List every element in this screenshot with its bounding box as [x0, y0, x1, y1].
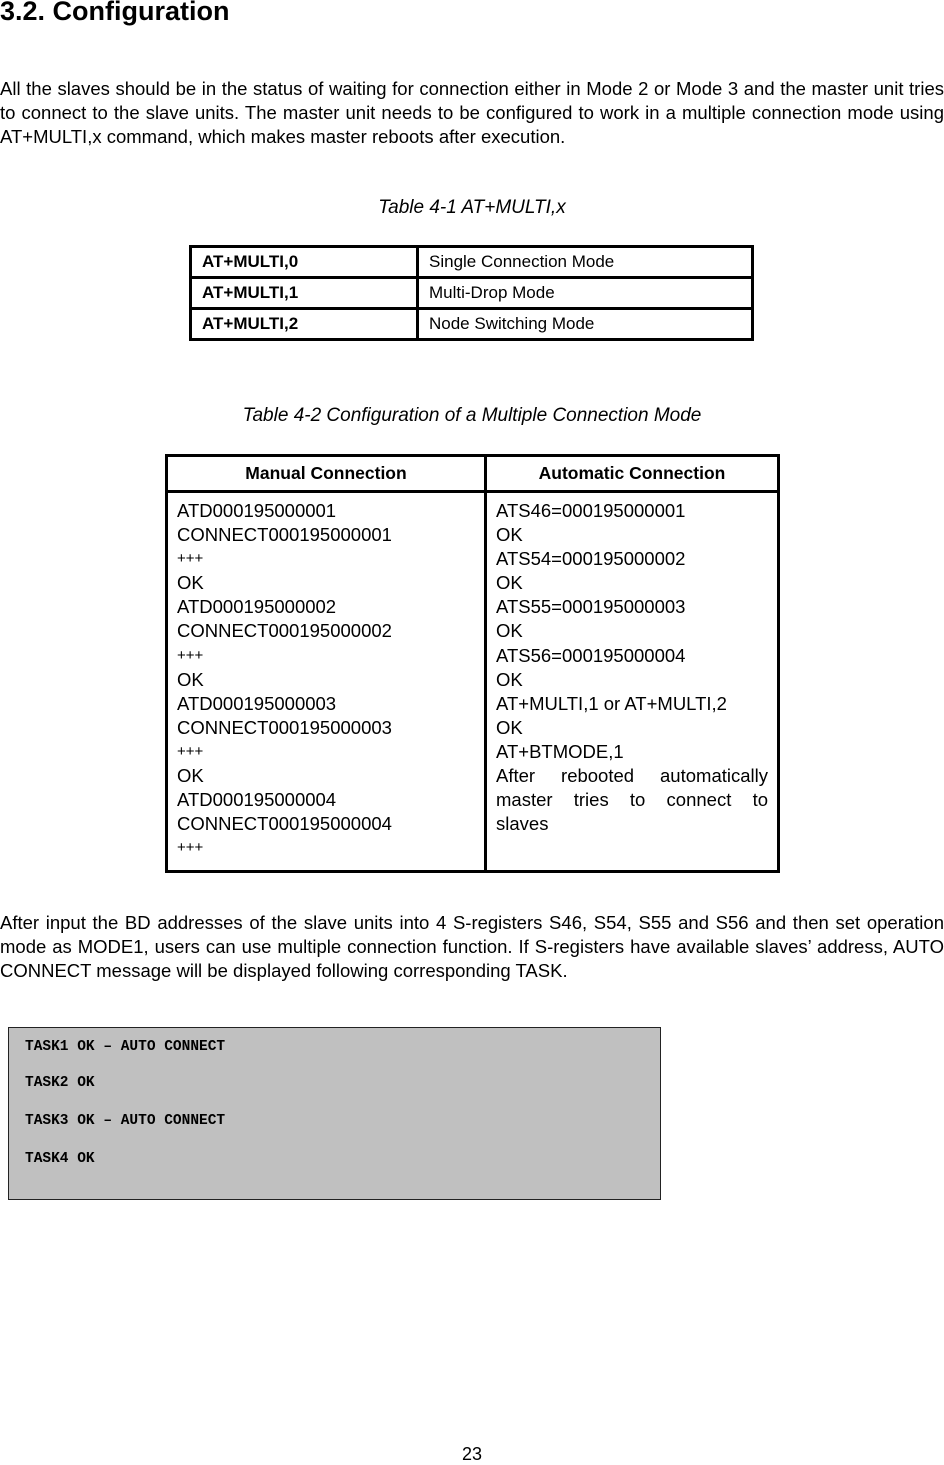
table-row: [191, 278, 753, 309]
table-row: [191, 247, 753, 278]
automatic-note-line: After rebooted automatically: [496, 765, 768, 787]
section-heading: 3.2. Configuration: [0, 0, 230, 26]
console-output: [8, 1027, 661, 1200]
multi-command-table: [189, 245, 754, 341]
manual-line: ATD000195000002: [177, 596, 337, 618]
manual-line: OK: [177, 572, 204, 594]
auto-connect-paragraph: After input the BD addresses of the slave units into 4 S-registers S46, S54, S55 and S56 and then set operation mode as MODE1, users can use multiple connection function. If S-registers have available slaves’ address, AUTO CONNECT message will be displayed following corresponding TASK.: [0, 912, 944, 981]
manual-line: ATD000195000001: [177, 500, 337, 521]
manual-line: +++: [177, 742, 204, 760]
manual-line: ATD000195000003: [177, 692, 337, 714]
automatic-note-line: slaves: [496, 813, 549, 835]
description-cell: Node Switching Mode: [418, 309, 753, 340]
console-line: TASK2 OK: [25, 1075, 95, 1091]
automatic-note-line: master tries to connect to: [496, 789, 768, 811]
automatic-line: OK: [496, 620, 523, 642]
automatic-line: AT+MULTI,1 or AT+MULTI,2: [496, 692, 727, 714]
automatic-line: ATS46=000195000001: [496, 500, 686, 521]
manual-line: CONNECT000195000003: [177, 716, 392, 738]
connection-config-table: [165, 454, 780, 873]
manual-line: OK: [177, 765, 204, 787]
description-cell: Multi-Drop Mode: [418, 278, 753, 309]
automatic-line: ATS56=000195000004: [496, 644, 686, 666]
console-line: TASK1 OK – AUTO CONNECT: [25, 1039, 226, 1055]
automatic-line: ATS55=000195000003: [496, 596, 686, 618]
manual-line: CONNECT000195000001: [177, 524, 392, 546]
manual-line: CONNECT000195000004: [177, 813, 392, 835]
manual-line: CONNECT000195000002: [177, 620, 392, 642]
automatic-line: OK: [496, 716, 523, 738]
table1-caption: Table 4-1 AT+MULTI,x: [378, 197, 566, 218]
table2-caption: Table 4-2 Configuration of a Multiple Connection Mode: [242, 405, 702, 426]
intro-paragraph: All the slaves should be in the status of waiting for connection either in Mode 2 or Mode 3 and the master unit tries to connect to the slave units. The master unit needs to be configured to work in a multiple connection mode using AT+MULTI,x command, which makes master reboots after execution.: [0, 78, 944, 147]
command-cell: AT+MULTI,2: [191, 309, 418, 340]
automatic-cell: [486, 492, 779, 872]
page-number: 23: [461, 1444, 483, 1464]
manual-header: Manual Connection: [167, 456, 486, 492]
table-row: [191, 309, 753, 340]
manual-line: ATD000195000004: [177, 789, 337, 811]
table-header-row: [167, 456, 779, 492]
automatic-header: Automatic Connection: [486, 456, 779, 492]
description-cell: Single Connection Mode: [418, 247, 753, 278]
automatic-line: OK: [496, 572, 523, 594]
console-line: TASK3 OK – AUTO CONNECT: [25, 1113, 226, 1129]
table-row: [167, 492, 779, 872]
command-cell: AT+MULTI,1: [191, 278, 418, 309]
manual-cell: [167, 492, 486, 872]
manual-line: +++: [177, 646, 204, 664]
console-line: TASK4 OK: [25, 1151, 95, 1167]
automatic-line: OK: [496, 668, 523, 690]
automatic-line: AT+BTMODE,1: [496, 740, 624, 762]
manual-line: +++: [177, 550, 204, 568]
manual-line: OK: [177, 668, 204, 690]
automatic-line: OK: [496, 524, 523, 546]
automatic-line: ATS54=000195000002: [496, 548, 686, 570]
command-cell: AT+MULTI,0: [191, 247, 418, 278]
manual-line: +++: [177, 839, 204, 857]
